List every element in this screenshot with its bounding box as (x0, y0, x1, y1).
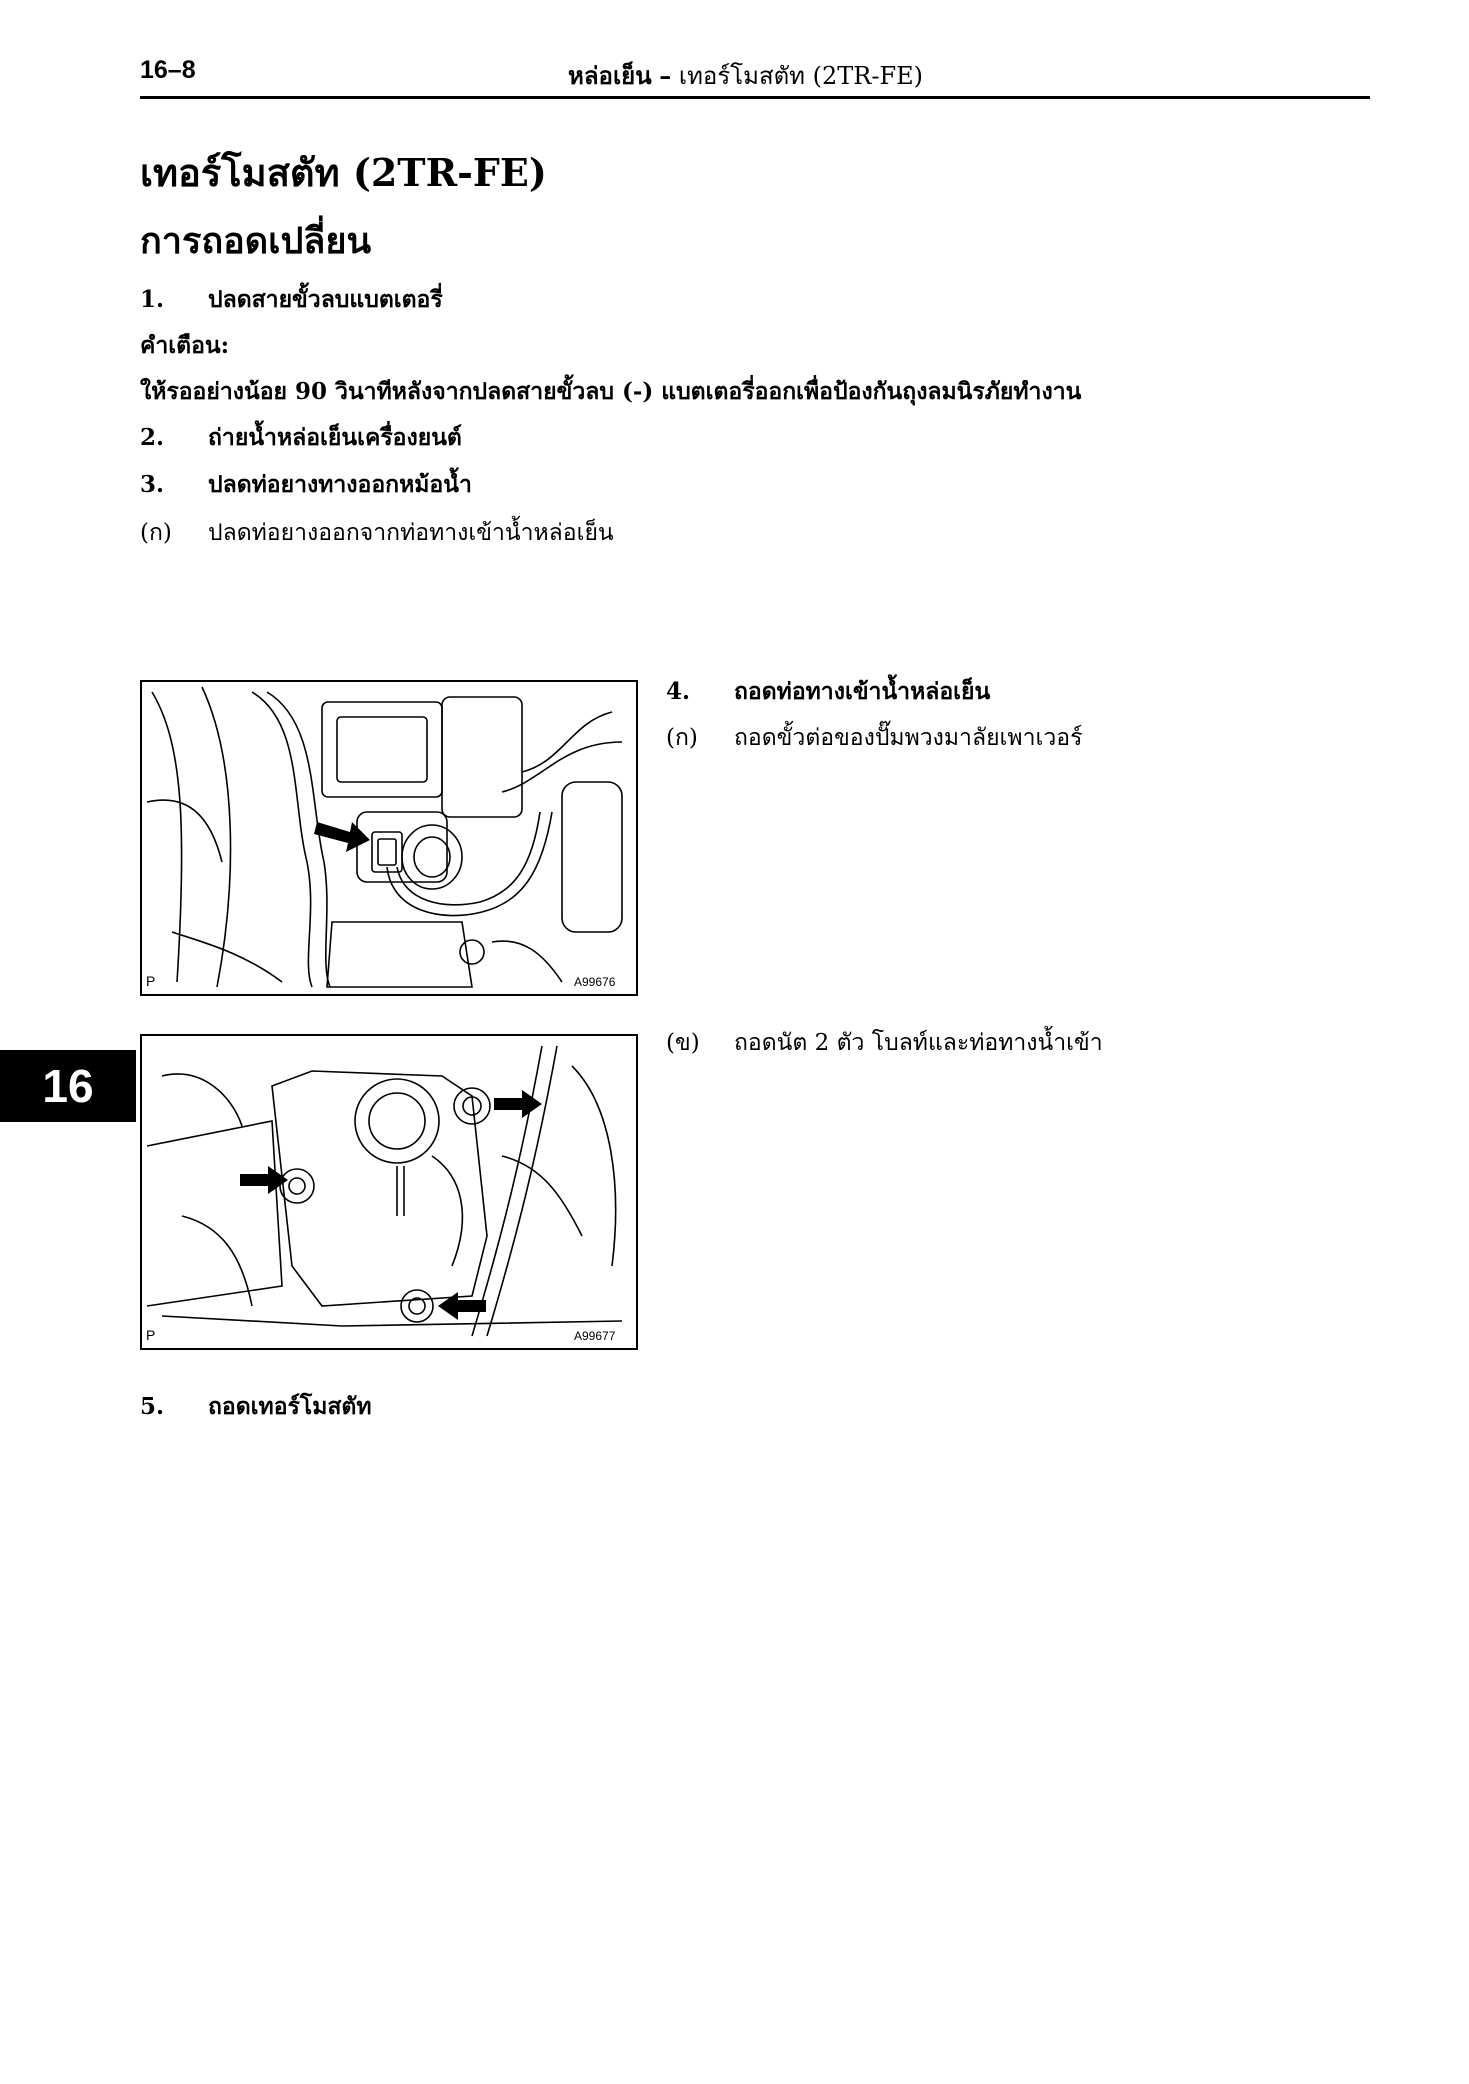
engine-illustration-2 (142, 1036, 636, 1348)
page-title: เทอร์โมสตัท (2TR-FE) (140, 150, 547, 195)
warning-text: ให้รออย่างน้อย 90 วินาทีหลังจากปลดสายขั้วลบ (-) แบตเตอรี่ออกเพื่อป้องกันถุงลมนิรภัยทำงาน (140, 378, 1082, 405)
substep-text: ปลดท่อยางออกจากท่อทางเข้าน้ำหล่อเย็น (208, 520, 614, 546)
page-number: 16–8 (140, 56, 196, 84)
substep-marker: (ก) (666, 725, 698, 751)
substep-3a (140, 515, 614, 551)
figure-corner-label: P (146, 973, 156, 989)
figure-inlet-removal (140, 1034, 638, 1350)
procedure-heading: การถอดเปลี่ยน (140, 220, 372, 262)
step-2 (140, 420, 462, 456)
step-number: 1. (140, 286, 165, 313)
step-4 (666, 674, 990, 710)
step-text: ถอดเทอร์โมสตัท (208, 1393, 372, 1420)
figure-code: A99676 (574, 975, 616, 989)
step-3 (140, 467, 472, 503)
step-number: 2. (140, 424, 165, 451)
step-number: 5. (140, 1393, 165, 1420)
step-number: 4. (666, 678, 691, 705)
step-number: 3. (140, 471, 165, 498)
running-header (568, 56, 923, 95)
substep-marker: (ก) (140, 520, 172, 546)
engine-illustration-1 (142, 682, 636, 994)
step-text: ถ่ายน้ำหล่อเย็นเครื่องยนต์ (208, 424, 462, 451)
header-subsection: เทอร์โมสตัท (2TR-FE) (678, 62, 923, 90)
substep-4b (666, 1025, 1103, 1061)
step-text: ปลดสายขั้วลบแบตเตอรี่ (208, 286, 443, 313)
step-text: ปลดท่อยางทางออกหม้อน้ำ (208, 471, 472, 498)
substep-text: ถอดขั้วต่อของปั๊มพวงมาลัยเพาเวอร์ (734, 725, 1083, 751)
header-separator: – (659, 61, 672, 90)
figure-corner-label: P (146, 1327, 156, 1343)
substep-text: ถอดนัต 2 ตัว โบลท์และท่อทางน้ำเข้า (734, 1030, 1103, 1056)
figure-connector-removal (140, 680, 638, 996)
substep-4a (666, 720, 1082, 756)
step-text: ถอดท่อทางเข้าน้ำหล่อเย็น (734, 678, 991, 705)
warning-label: คำเตือน: (140, 332, 230, 359)
section-tab: 16 (0, 1050, 136, 1122)
step-1 (140, 282, 443, 318)
figure-code: A99677 (574, 1329, 616, 1343)
header-section: หล่อเย็น (568, 61, 652, 90)
header-rule (140, 96, 1370, 99)
substep-marker: (ข) (666, 1030, 700, 1056)
step-5 (140, 1389, 372, 1425)
